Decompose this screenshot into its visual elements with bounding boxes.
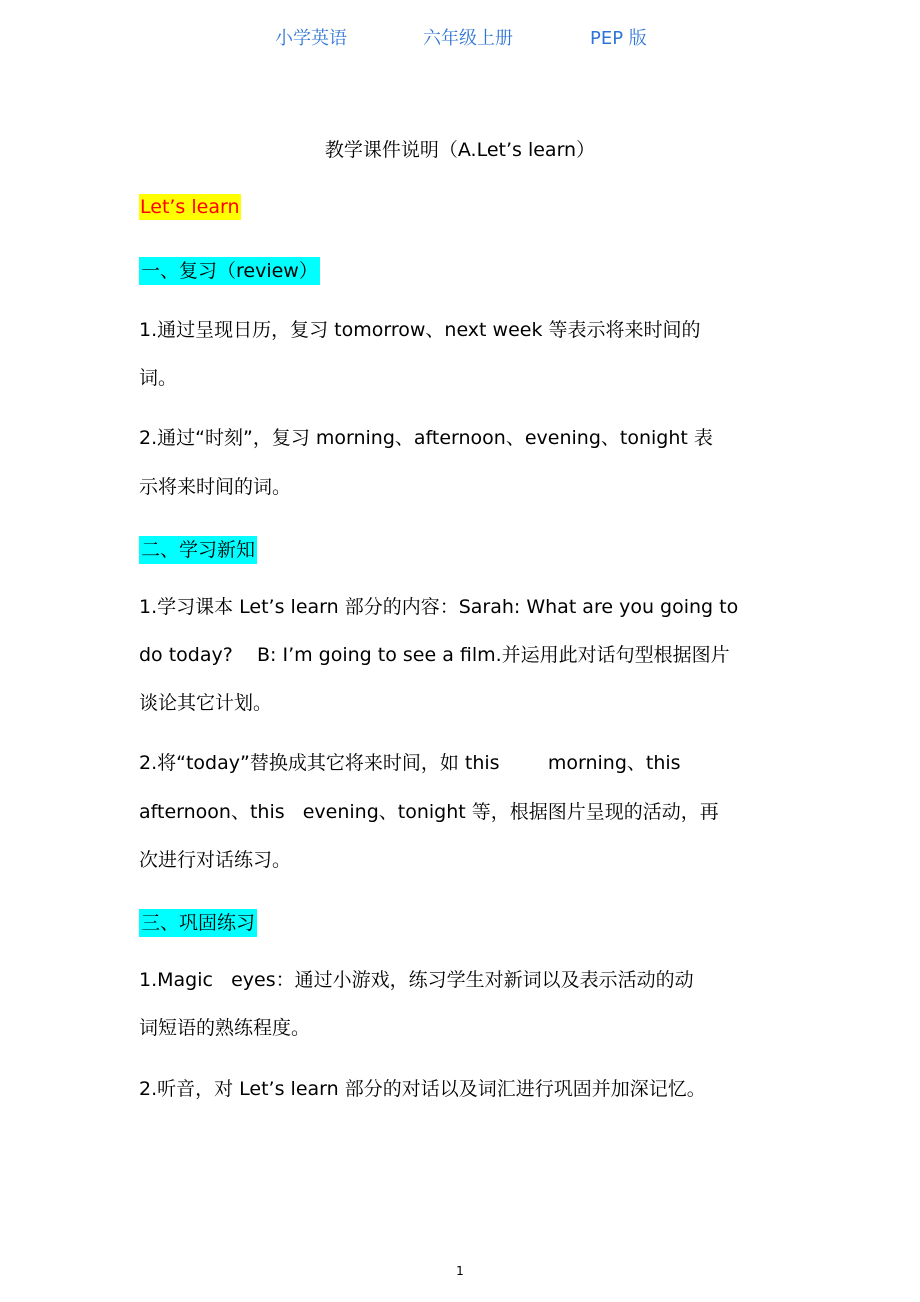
paragraph-line: 示将来时间的词。 [139,476,292,498]
section-heading-wrapper [139,908,784,935]
paragraph-line: do today? B: I’m going to see a film.并运用此对话句型根据图片 [139,644,730,666]
paragraph-line: 1.学习课本 Let’s learn 部分的内容：Sarah: What are you going to [139,596,739,618]
paragraph-line: 词短语的熟练程度。 [139,1017,311,1039]
section-heading-review: 一、复习（review） [139,257,320,285]
section-heading-wrapper [139,535,784,562]
header-subject: 小学英语 [275,28,347,49]
section-heading-wrapper [139,256,784,283]
paragraph-line: 次进行对话练习。 [139,849,292,871]
section-label: Let’s learn [140,196,240,218]
paragraph-line: afternoon、this evening、tonight 等，根据图片呈现的活动，再 [139,801,719,823]
header-grade: 六年级上册 [423,28,513,49]
paragraph-line: 1.Magic eyes：通过小游戏，练习学生对新词以及表示活动的动 [139,969,694,991]
paragraph-line: 2.听音，对 Let’s learn 部分的对话以及词汇进行巩固并加深记忆。 [139,1078,706,1100]
paragraph-line: 1.通过呈现日历，复习 tomorrow、next week 等表示将来时间的 [139,319,701,341]
header-edition: PEP 版 [590,28,647,49]
section-heading-new-knowledge: 二、学习新知 [139,536,257,564]
paragraph-line: 2.将“today”替换成其它将来时间，如 this morning、this [139,752,681,774]
section-heading-consolidation: 三、巩固练习 [139,909,257,937]
section-label-wrapper [139,196,784,218]
page-number: 1 [456,1264,464,1278]
page-header [0,24,920,52]
paragraph-line: 谈论其它计划。 [139,692,273,714]
paragraph-line: 2.通过“时刻”，复习 morning、afternoon、evening、tonight 表 [139,427,713,449]
paragraph-line: 词。 [139,367,178,389]
document-title: 教学课件说明（A.Let’s learn） [324,139,596,161]
